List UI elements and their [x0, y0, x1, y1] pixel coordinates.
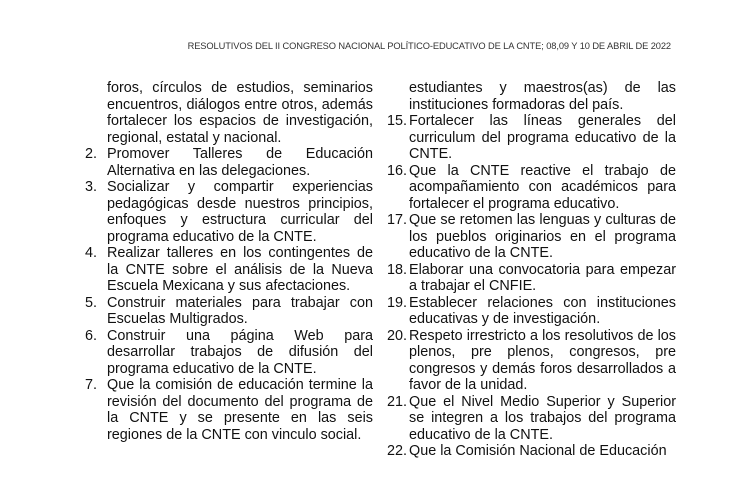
- list-item-text: Realizar talleres en los contingentes de la CNTE sobre el análisis de la Nueva Escuela Mexicana y sus afectaciones.: [107, 245, 373, 294]
- list-item-number: 21.: [387, 393, 408, 410]
- list-item: [85, 245, 373, 295]
- right-column: [387, 80, 676, 460]
- list-item-text: Establecer relaciones con instituciones educativas y de investigación.: [409, 294, 676, 327]
- list-item: [387, 163, 676, 213]
- list-item: [387, 212, 676, 262]
- list-item: [387, 113, 676, 163]
- list-item-number: 5.: [85, 294, 98, 311]
- list-item-text: Construir materiales para trabajar con Escuelas Multigrados.: [107, 294, 373, 327]
- list-item-number: 3.: [85, 179, 98, 195]
- left-continuation-text: foros, círculos de estudios, seminarios encuentros, diálogos entre otros, además fortalecer los espacios de investigación, regional, estatal y nacional.: [107, 80, 373, 146]
- list-item: [85, 179, 373, 245]
- list-item: [85, 328, 373, 378]
- list-item-number: 17.: [387, 212, 408, 228]
- list-item-text: Respeto irrestricto a los resolutivos de los plenos, pre plenos, congresos, pre congresos y demás foros desarrollados a favor de la unidad.: [409, 327, 676, 393]
- list-item-text: Que se retomen las lenguas y culturas de los pueblos originarios en el programa educativo de la CNTE.: [409, 212, 676, 261]
- list-item-number: 20.: [387, 327, 408, 344]
- list-item: [387, 295, 676, 328]
- list-item-text: Fortalecer las líneas generales del curriculum del programa educativo de la CNTE.: [409, 113, 676, 162]
- list-item: [85, 146, 373, 179]
- list-item-number: 22.: [387, 443, 408, 459]
- list-item: [387, 262, 676, 295]
- right-continuation-text: estudiantes y maestros(as) de las instituciones formadoras del país.: [409, 80, 676, 113]
- list-item: [85, 377, 373, 443]
- running-header: RESOLUTIVOS DEL II CONGRESO NACIONAL POLÍTICO-EDUCATIVO DE LA CNTE; 08,09 Y 10 DE ABRIL DE 2022: [187, 41, 671, 51]
- list-item-text: Elaborar una convocatoria para empezar a trabajar el CNFIE.: [409, 261, 676, 294]
- list-item-number: 15.: [387, 113, 408, 129]
- list-item-number: 18.: [387, 261, 408, 278]
- list-item-number: 19.: [387, 294, 408, 311]
- list-item-text: Construir una página Web para desarrollar trabajos de difusión del programa educativo de la CNTE.: [107, 327, 373, 377]
- list-item-text: Socializar y compartir experiencias pedagógicas desde nuestros principios, enfoques y estructura curricular del programa educativo de la CNTE.: [107, 179, 373, 245]
- list-item-text: Que la comisión de educación termine la revisión del documento del programa de la CNTE y se presente en las seis regiones de la CNTE con vinculo social.: [107, 377, 373, 443]
- left-column: [85, 80, 373, 443]
- list-item-text: Que la CNTE reactive el trabajo de acompañamiento con académicos para fortalecer el programa educativo.: [409, 162, 676, 212]
- list-item-text: Promover Talleres de Educación Alternativa en las delegaciones.: [107, 146, 373, 179]
- list-item-number: 16.: [387, 162, 408, 179]
- list-item-text: Que la Comisión Nacional de Educación: [409, 443, 667, 459]
- list-item-number: 4.: [85, 245, 98, 261]
- list-item: [387, 394, 676, 444]
- list-item: [387, 328, 676, 394]
- list-item: [387, 443, 676, 460]
- list-item-number: 6.: [85, 327, 98, 344]
- list-item-text: Que el Nivel Medio Superior y Superior se integren a los trabajos del programa educativo de la CNTE.: [409, 393, 676, 443]
- list-item: [85, 295, 373, 328]
- list-item-number: 7.: [85, 377, 98, 393]
- list-item-number: 2.: [85, 146, 98, 162]
